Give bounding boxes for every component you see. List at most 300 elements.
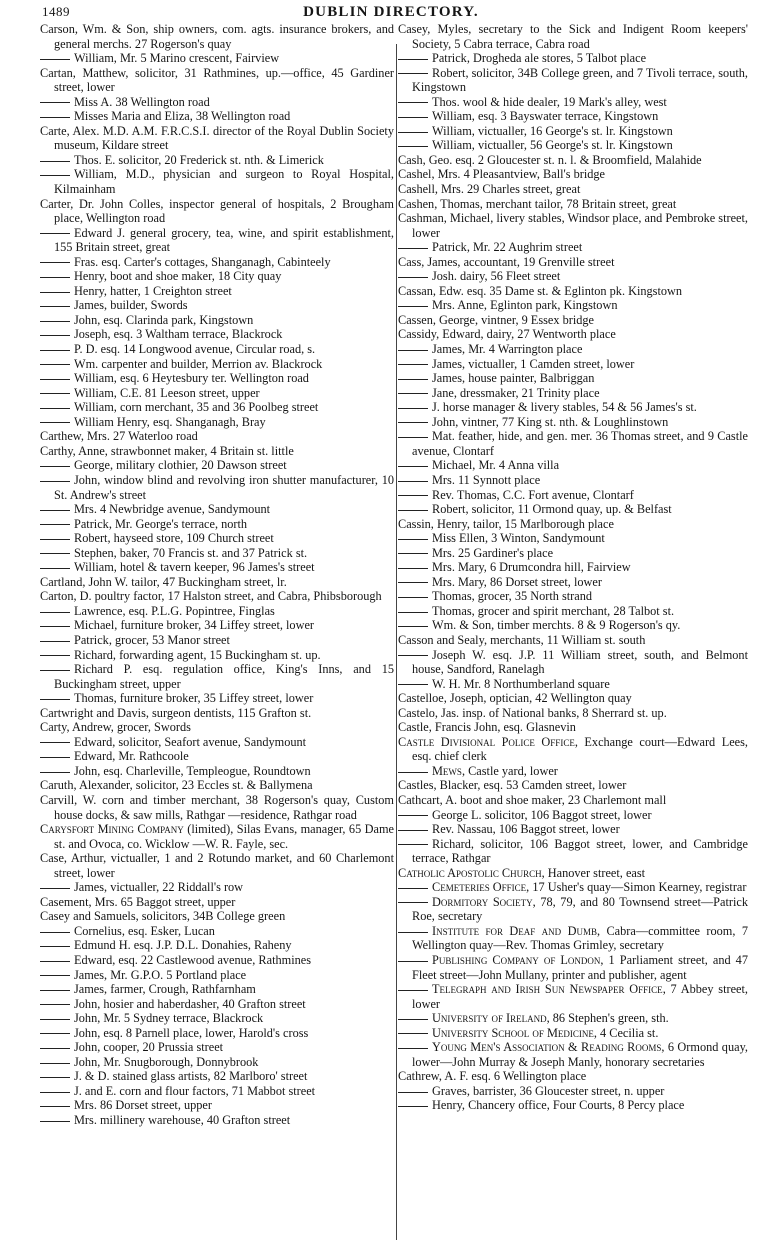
ditto-dash (398, 1092, 428, 1093)
entry-text: Michael, Mr. 4 Anna villa (432, 458, 560, 473)
ditto-dash (398, 888, 428, 889)
directory-entry (398, 386, 748, 401)
entry-text: J. and E. corn and flour factors, 71 Mabbot street (74, 1083, 316, 1098)
directory-entry (40, 1069, 394, 1084)
entry-text: William, victualler, 56 George's st. lr. Kingstown (432, 138, 673, 153)
directory-entry (398, 1040, 748, 1069)
ditto-dash (398, 132, 428, 133)
entry-text: Mat. feather, hide, and gen. mer. 36 Thomas street, and 9 Castle avenue, Clontarf (412, 429, 748, 458)
entry-text: Cassin, Henry, tailor, 15 Marlborough place (398, 516, 614, 531)
entry-text: Fras. esq. Carter's cottages, Shanganagh, Cabinteely (74, 254, 331, 269)
ditto-dash (40, 102, 70, 103)
ditto-dash (40, 117, 70, 118)
entry-text: William, M.D., physician and surgeon to Royal Hospital, Kilmainham (54, 167, 394, 197)
directory-entry (398, 197, 748, 212)
entry-text: Thos. wool & hide dealer, 19 Mark's alley, west (432, 94, 667, 109)
ditto-dash (398, 539, 428, 540)
directory-entry (398, 1084, 748, 1099)
entry-text: , Cabra—committee room, 7 Wellington quay—Rev. Thomas Grimley, secretary (412, 923, 748, 953)
entry-heading: Institute for Deaf and Dumb (432, 923, 597, 938)
ditto-dash (398, 146, 428, 147)
right-column (398, 22, 748, 1113)
directory-entry (398, 298, 748, 313)
ditto-dash (398, 495, 428, 496)
entry-text: Edward, Mr. Rathcoole (74, 749, 189, 764)
entry-text: William, esq. 3 Bayswater terrace, Kingstown (432, 109, 659, 124)
directory-entry (398, 313, 748, 328)
directory-entry (398, 458, 748, 473)
directory-entry (40, 968, 394, 983)
ditto-dash (40, 466, 70, 467)
directory-entry (398, 778, 748, 793)
ditto-dash (40, 510, 70, 511)
entry-heading: Cemeteries Office (432, 880, 527, 895)
entry-text: Castelo, Jas. insp. of National banks, 8 Sherrard st. up. (398, 705, 667, 720)
entry-heading: Catholic Apostolic Church (398, 865, 542, 880)
ditto-dash (40, 379, 70, 380)
ditto-dash (398, 990, 428, 991)
directory-entry (40, 1040, 394, 1055)
directory-entry (398, 633, 748, 648)
directory-entry (40, 1055, 394, 1070)
entry-text: Carthew, Mrs. 27 Waterloo road (40, 429, 198, 444)
entry-text: George L. solicitor, 106 Baggot street, lower (432, 807, 652, 822)
ditto-dash (40, 262, 70, 263)
entry-text: Carty, Andrew, grocer, Swords (40, 720, 191, 735)
ditto-dash (40, 990, 70, 991)
entry-text: Michael, furniture broker, 34 Liffey street, lower (74, 618, 315, 633)
entry-text: Carvill, W. corn and timber merchant, 38 Rogerson's quay, Custom house docks, & saw mills, Rathgar —residence, Rathgar road (40, 792, 394, 822)
ditto-dash (40, 292, 70, 293)
directory-entry (398, 1011, 748, 1026)
ditto-dash (398, 248, 428, 249)
entry-text: Casey, Myles, secretary to the Sick and Indigent Room keepers' Society, 5 Cabra terrace, Cabra road (398, 22, 748, 51)
ditto-dash (398, 379, 428, 380)
directory-entry (398, 22, 748, 51)
directory-entry (40, 851, 394, 880)
entry-text: Mrs. Mary, 86 Dorset street, lower (432, 574, 602, 589)
directory-entry (40, 386, 394, 401)
directory-entry (398, 371, 748, 386)
ditto-dash (398, 408, 428, 409)
ditto-dash (398, 364, 428, 365)
directory-entry (398, 167, 748, 182)
entry-text: Henry, boot and shoe maker, 18 City quay (74, 269, 282, 284)
entry-heading: Young Men's Association & Reading Rooms (432, 1040, 662, 1055)
directory-entry (40, 633, 394, 648)
entry-text: Henry, hatter, 1 Creighton street (74, 283, 232, 298)
directory-entry (398, 895, 748, 924)
entry-text: John, esq. Clarinda park, Kingstown (74, 312, 254, 327)
entry-heading: Telegraph and Irish Sun Newspaper Office (432, 982, 663, 997)
directory-entry (40, 415, 394, 430)
entry-text: John, Mr. Snugborough, Donnybrook (74, 1054, 259, 1069)
entry-text: Patrick, Mr. George's terrace, north (74, 516, 248, 531)
ditto-dash (40, 932, 70, 933)
entry-text: Caruth, Alexander, solicitor, 23 Eccles st. & Ballymena (40, 778, 313, 793)
running-head: DUBLIN DIRECTORY. (303, 4, 479, 20)
ditto-dash (40, 888, 70, 889)
ditto-dash (40, 975, 70, 976)
ditto-dash (398, 1019, 428, 1020)
directory-entry (398, 488, 748, 503)
directory-entry (398, 880, 748, 895)
directory-entry (398, 677, 748, 692)
ditto-dash (40, 757, 70, 758)
ditto-dash (40, 1063, 70, 1064)
ditto-dash (398, 568, 428, 569)
ditto-dash (40, 1121, 70, 1122)
entry-text: Cassen, George, vintner, 9 Essex bridge (398, 312, 594, 327)
ditto-dash (398, 73, 428, 74)
directory-entry (40, 124, 394, 153)
ditto-dash (398, 553, 428, 554)
directory-entry (40, 749, 394, 764)
entry-text: Edward, esq. 22 Castlewood avenue, Rathmines (74, 953, 312, 967)
entry-text: Cashel, Mrs. 4 Pleasantview, Ball's bridge (398, 167, 606, 182)
directory-entry (398, 735, 748, 764)
entry-text: (limited), Silas Evans, manager, 65 Dame st. and Ovoca, co. Wicklow —W. R. Fayle, sec. (54, 822, 394, 851)
entry-text: Misses Maria and Eliza, 38 Wellington road (74, 109, 291, 124)
directory-entry (40, 604, 394, 619)
entry-text: William, hotel & tavern keeper, 96 James's street (74, 560, 315, 575)
ditto-dash (40, 306, 70, 307)
ditto-dash (40, 277, 70, 278)
entry-text: Patrick, Mr. 22 Aughrim street (432, 240, 583, 255)
ditto-dash (40, 699, 70, 700)
directory-entry (40, 953, 394, 968)
entry-text: Mrs. 11 Synnott place (432, 472, 541, 487)
directory-entry (398, 808, 748, 823)
directory-entry (40, 22, 394, 51)
ditto-dash (398, 117, 428, 118)
entry-text: John, vintner, 77 King st. nth. & Loughlinstown (432, 414, 669, 429)
directory-entry (398, 153, 748, 168)
ditto-dash (398, 655, 428, 656)
entry-text: Casson and Sealy, merchants, 11 William st. south (398, 632, 646, 647)
entry-text: , 78, 79, and 80 Townsend street—Patrick Roe, secretary (412, 894, 748, 924)
entry-text: Robert, solicitor, 34B College green, and 7 Tivoli terrace, south, Kingstown (412, 65, 748, 95)
entry-text: Carthy, Anne, strawbonnet maker, 4 Britain st. little (40, 443, 294, 458)
entry-text: John, esq. 8 Parnell place, lower, Harold's cross (74, 1025, 309, 1040)
ditto-dash (398, 684, 428, 685)
ditto-dash (40, 626, 70, 627)
entry-text: Richard P. esq. regulation office, King's Inns, and 15 Buckingham street, upper (54, 662, 394, 691)
ditto-dash (40, 335, 70, 336)
directory-entry (398, 502, 748, 517)
entry-text: Mrs. millinery warehouse, 40 Grafton street (74, 1113, 291, 1128)
directory-entry (398, 604, 748, 619)
directory-entry (398, 982, 748, 1011)
entry-text: Mrs. Mary, 6 Drumcondra hill, Fairview (432, 560, 631, 575)
entry-text: William, corn merchant, 35 and 36 Poolbeg street (74, 400, 319, 415)
directory-entry (40, 706, 394, 721)
entry-text: Miss A. 38 Wellington road (74, 94, 210, 109)
ditto-dash (398, 350, 428, 351)
entry-text: Joseph, esq. 3 Waltham terrace, Blackrock (74, 327, 283, 342)
directory-entry (40, 327, 394, 342)
page-number: 1489 (42, 4, 70, 19)
directory-entry (40, 429, 394, 444)
entry-text: James, builder, Swords (74, 298, 188, 313)
entry-text: Carton, D. poultry factor, 17 Halston street, and Cabra, Phibsborough (40, 589, 382, 604)
entry-text: John, esq. Charleville, Templeogue, Roundtown (74, 763, 311, 778)
entry-heading: Carysfort Mining Company (40, 822, 184, 837)
directory-entry (40, 400, 394, 415)
directory-entry (398, 822, 748, 837)
directory-entry (40, 997, 394, 1012)
directory-entry (398, 706, 748, 721)
directory-entry (40, 1113, 394, 1128)
directory-entry (40, 226, 394, 255)
directory-entry (40, 342, 394, 357)
ditto-dash (40, 1019, 70, 1020)
entry-text: George, military clothier, 20 Dawson street (74, 458, 287, 473)
directory-entry (398, 269, 748, 284)
entry-text: William, Mr. 5 Marino crescent, Fairview (74, 51, 280, 66)
directory-entry (398, 109, 748, 124)
entry-text: Edmund H. esq. J.P. D.L. Donahies, Raheny (74, 938, 292, 953)
entry-text: P. D. esq. 14 Longwood avenue, Circular road, s. (74, 342, 316, 357)
directory-entry (398, 575, 748, 590)
directory-entry (40, 662, 394, 691)
directory-entry (398, 560, 748, 575)
entry-text: , 1 Parliament street, and 47 Fleet street—John Mullany, printer and publisher, agent (412, 953, 748, 982)
directory-entry (398, 342, 748, 357)
ditto-dash (40, 670, 70, 671)
entry-heading: University of Ireland (432, 1011, 547, 1026)
directory-entry (398, 327, 748, 342)
entry-heading: University School of Medicine (432, 1025, 594, 1040)
directory-entry (40, 880, 394, 895)
directory-entry (40, 938, 394, 953)
ditto-dash (40, 539, 70, 540)
ditto-dash (398, 1106, 428, 1107)
entry-text: James, Mr. 4 Warrington place (432, 342, 583, 357)
directory-entry (40, 473, 394, 502)
entry-text: Cathrew, A. F. esq. 6 Wellington place (398, 1069, 587, 1084)
entry-text: Josh. dairy, 56 Fleet street (432, 269, 561, 284)
entry-text: , 6 Ormond quay, lower—John Murray & Joseph Manly, honorary secretaries (412, 1040, 748, 1069)
directory-entry (40, 560, 394, 575)
directory-entry (398, 531, 748, 546)
ditto-dash (40, 1092, 70, 1093)
directory-entry (40, 153, 394, 168)
directory-entry (40, 51, 394, 66)
directory-entry (398, 648, 748, 677)
ditto-dash (398, 815, 428, 816)
directory-entry (40, 546, 394, 561)
directory-entry (398, 1069, 748, 1084)
entry-text: William, esq. 6 Heytesbury ter. Wellington road (74, 371, 309, 386)
ditto-dash (40, 161, 70, 162)
ditto-dash (40, 350, 70, 351)
ditto-dash (40, 524, 70, 525)
entry-text: Cashman, Michael, livery stables, Windsor place, and Pembroke street, lower (398, 211, 748, 240)
entry-text: Cassan, Edw. esq. 35 Dame st. & Eglinton pk. Kingstown (398, 283, 683, 298)
entry-text: Joseph W. esq. J.P. 11 William street, south, and Belmont house, Sandford, Ranelagh (412, 647, 748, 677)
entry-text: Cashen, Thomas, merchant tailor, 78 Britain street, great (398, 196, 677, 211)
ditto-dash (398, 932, 428, 933)
directory-entry (40, 531, 394, 546)
directory-entry (40, 458, 394, 473)
entry-text: Cornelius, esq. Esker, Lucan (74, 923, 215, 938)
ditto-dash (40, 961, 70, 962)
directory-entry (398, 1026, 748, 1041)
entry-text: Carter, Dr. John Colles, inspector general of hospitals, 2 Brougham place, Wellington road (40, 196, 394, 226)
entry-text: Thomas, grocer and spirit merchant, 28 Talbot st. (432, 603, 675, 618)
entry-text: Wm. & Son, timber merchts. 8 & 9 Rogerson's qy. (432, 618, 681, 633)
directory-entry (398, 357, 748, 372)
ditto-dash (40, 1004, 70, 1005)
directory-entry (40, 255, 394, 270)
entry-text: Mrs. 25 Gardiner's place (432, 545, 554, 560)
directory-entry (40, 618, 394, 633)
column-divider (396, 44, 397, 1240)
ditto-dash (40, 641, 70, 642)
entry-text: John, Mr. 5 Sydney terrace, Blackrock (74, 1011, 264, 1026)
ditto-dash (398, 626, 428, 627)
ditto-dash (398, 844, 428, 845)
ditto-dash (40, 59, 70, 60)
entry-text: Castles, Blacker, esq. 53 Camden street, lower (398, 778, 627, 793)
ditto-dash (398, 830, 428, 831)
directory-entry (40, 982, 394, 997)
directory-entry (40, 95, 394, 110)
directory-entry (40, 66, 394, 95)
entry-text: James, house painter, Balbriggan (432, 371, 595, 386)
directory-entry (40, 357, 394, 372)
entry-text: Robert, solicitor, 11 Ormond quay, up. & Belfast (432, 502, 672, 517)
entry-text: Rev. Nassau, 106 Baggot street, lower (432, 822, 620, 837)
entry-text: Wm. carpenter and builder, Merrion av. Blackrock (74, 356, 323, 371)
entry-text: Mrs. 4 Newbridge avenue, Sandymount (74, 502, 271, 517)
entry-text: James, Mr. G.P.O. 5 Portland place (74, 967, 247, 982)
entry-text: Richard, solicitor, 106 Baggot street, lower, and Cambridge terrace, Rathgar (412, 836, 748, 866)
entry-text: Thomas, furniture broker, 35 Liffey street, lower (74, 691, 314, 706)
ditto-dash (398, 961, 428, 962)
ditto-dash (40, 175, 70, 176)
directory-entry (40, 269, 394, 284)
ditto-dash (398, 422, 428, 423)
ditto-dash (40, 1077, 70, 1078)
directory-entry (398, 415, 748, 430)
directory-entry (398, 924, 748, 953)
directory-entry (40, 924, 394, 939)
entry-text: Stephen, baker, 70 Francis st. and 37 Patrick st. (74, 545, 308, 560)
entry-text: Cartland, John W. tailor, 47 Buckingham street, lr. (40, 574, 287, 589)
directory-entry (398, 138, 748, 153)
ditto-dash (40, 1048, 70, 1049)
entry-text: Thos. E. solicitor, 20 Frederick st. nth. & Limerick (74, 152, 324, 167)
directory-entry (398, 124, 748, 139)
ditto-dash (398, 59, 428, 60)
entry-text: Cassidy, Edward, dairy, 27 Wentworth place (398, 327, 616, 342)
directory-entry (398, 284, 748, 299)
entry-text: Casement, Mrs. 65 Baggot street, upper (40, 894, 236, 909)
directory-entry (40, 444, 394, 459)
directory-entry (398, 720, 748, 735)
entry-text: , 4 Cecilia st. (593, 1025, 659, 1040)
entry-text: Thomas, grocer, 35 North strand (432, 589, 593, 604)
ditto-dash (40, 422, 70, 423)
ditto-dash (398, 1048, 428, 1049)
directory-entry (398, 51, 748, 66)
directory-entry (398, 517, 748, 532)
directory-entry (398, 400, 748, 415)
entry-text: , 7 Abbey street, lower (412, 982, 748, 1011)
ditto-dash (398, 597, 428, 598)
entry-text: Patrick, Drogheda ale stores, 5 Talbot place (432, 51, 647, 66)
entry-text: Carte, Alex. M.D. A.M. F.R.C.S.I. director of the Royal Dublin Society museum, Kildare street (40, 123, 394, 153)
entry-text: J. horse manager & livery stables, 54 & 56 James's st. (432, 400, 697, 415)
directory-entry (398, 589, 748, 604)
entry-text: Lawrence, esq. P.L.G. Popintree, Finglas (74, 603, 275, 618)
directory-entry (398, 618, 748, 633)
directory-entry (398, 429, 748, 458)
entry-heading: Publishing Company of London (432, 953, 601, 967)
entry-heading: Castle Divisional Police Office (398, 734, 575, 749)
ditto-dash (40, 408, 70, 409)
directory-entry (398, 953, 748, 982)
directory-entry (40, 1098, 394, 1113)
directory-entry (40, 197, 394, 226)
ditto-dash (398, 102, 428, 103)
directory-entry (40, 589, 394, 604)
entry-text: Mrs. 86 Dorset street, upper (74, 1098, 212, 1113)
ditto-dash (40, 364, 70, 365)
entry-text: Mrs. Anne, Eglinton park, Kingstown (432, 298, 618, 313)
directory-entry (40, 298, 394, 313)
directory-entry (40, 778, 394, 793)
directory-entry (398, 211, 748, 240)
entry-text: Robert, hayseed store, 109 Church street (74, 531, 274, 546)
entry-text: Henry, Chancery office, Four Courts, 8 Percy place (432, 1098, 685, 1113)
directory-entry (398, 66, 748, 95)
entry-text: , 86 Stephen's green, sth. (546, 1011, 669, 1026)
entry-text: Edward, solicitor, Seafort avenue, Sandymount (74, 734, 307, 749)
ditto-dash (398, 481, 428, 482)
entry-text: James, victualler, 22 Riddall's row (74, 880, 244, 895)
directory-entry (398, 255, 748, 270)
ditto-dash (398, 277, 428, 278)
entry-text: John, window blind and revolving iron shutter manufacturer, 10 St. Andrew's street (54, 472, 394, 502)
ditto-dash (40, 1033, 70, 1034)
entry-text: , Hanover street, east (541, 865, 646, 880)
ditto-dash (398, 612, 428, 613)
ditto-dash (398, 393, 428, 394)
ditto-dash (40, 742, 70, 743)
entry-text: Cathcart, A. boot and shoe maker, 23 Charlemont mall (398, 792, 667, 807)
directory-entry (40, 517, 394, 532)
directory-entry (398, 1098, 748, 1113)
directory-entry (40, 284, 394, 299)
directory-entry (40, 1011, 394, 1026)
ditto-dash (40, 568, 70, 569)
entry-text: Cartan, Matthew, solicitor, 31 Rathmines, up.—office, 45 Gardiner street, lower (40, 65, 394, 95)
entry-heading: Mews (432, 763, 462, 778)
entry-text: Cash, Geo. esq. 2 Gloucester st. n. l. & Broomfield, Malahide (398, 152, 702, 167)
directory-entry (398, 95, 748, 110)
entry-text: William, victualler, 16 George's st. lr. Kingstown (432, 123, 673, 138)
directory-entry (398, 691, 748, 706)
directory-entry (398, 866, 748, 881)
entry-text: Casey and Samuels, solicitors, 34B College green (40, 909, 286, 924)
directory-entry (40, 793, 394, 822)
directory-entry (40, 735, 394, 750)
directory-entry (40, 822, 394, 851)
entry-text: Castelloe, Joseph, optician, 42 Wellington quay (398, 691, 632, 706)
